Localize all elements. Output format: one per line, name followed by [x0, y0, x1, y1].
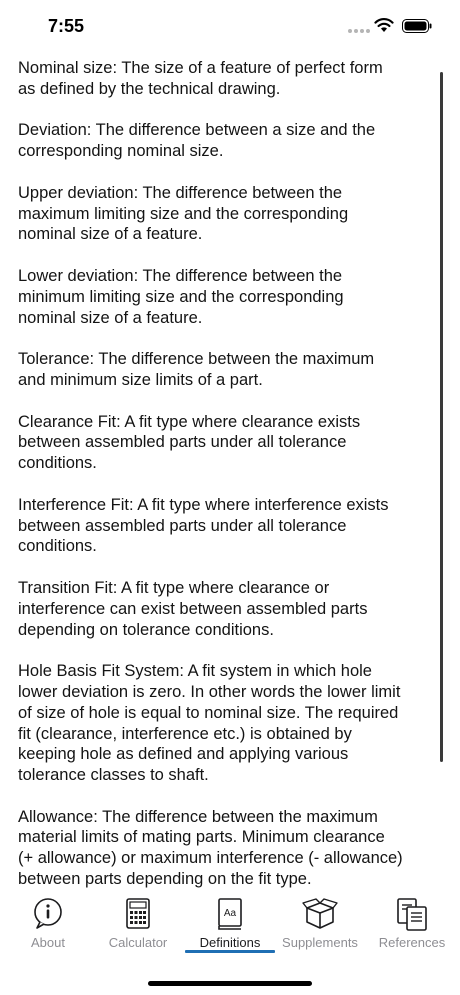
- tab-calculator[interactable]: [92, 890, 184, 954]
- documents-icon: [394, 896, 430, 932]
- box-icon: [302, 896, 338, 932]
- tab-supplements[interactable]: [274, 890, 366, 954]
- definition-deviation: Deviation: The difference between a size and the corresponding nominal size.: [18, 121, 376, 161]
- scroll-indicator[interactable]: [440, 72, 443, 762]
- definition-allowance: Allowance: The difference between the maximum material limits of mating parts. Minimum clearance (+ allowance) or maximum interference (- allowance) between parts depending on the fit type.: [18, 807, 403, 888]
- info-icon: [30, 896, 66, 932]
- battery-icon: [402, 19, 432, 33]
- tab-definitions[interactable]: [184, 890, 276, 954]
- tab-references-label: References: [378, 935, 446, 950]
- svg-text:Aa: Aa: [223, 908, 237, 919]
- tab-about-label: About: [31, 935, 65, 950]
- dictionary-icon: [212, 896, 248, 932]
- tab-calculator-label: Calculator: [108, 935, 168, 950]
- wifi-icon: [374, 17, 394, 33]
- definition-upper-deviation: Upper deviation: The difference between the maximum limiting size and the corresponding nominal size of a feature.: [18, 183, 349, 244]
- home-indicator[interactable]: [148, 981, 312, 986]
- tab-about[interactable]: [2, 890, 94, 954]
- status-time: 7:55: [48, 16, 85, 36]
- definition-clearance-fit: Clearance Fit: A fit type where clearance exists between assembled parts under all tolerance conditions.: [18, 412, 361, 473]
- cellular-signal-icon: [348, 29, 370, 34]
- tab-references[interactable]: [366, 890, 458, 954]
- definition-interference-fit: Interference Fit: A fit type where interference exists between assembled parts under all tolerance conditions.: [18, 495, 389, 556]
- active-tab-indicator: [185, 950, 275, 953]
- definition-transition-fit: Transition Fit: A fit type where clearance or interference can exist between assembled parts depending on tolerance conditions.: [18, 578, 368, 639]
- definitions-list[interactable]: [18, 58, 448, 888]
- definition-hole-basis-fit-system: Hole Basis Fit System: A fit system in which hole lower deviation is zero. In other words the lower limit of size of hole is equal to nominal size. The required fit (clearance, interference etc.) is obtained by keeping hole as defined and applying various tolerance classes to shaft.: [18, 662, 401, 785]
- tab-definitions-label: Definitions: [199, 935, 261, 950]
- status-bar: [0, 0, 460, 54]
- definition-nominal-size: Nominal size: The size of a feature of perfect form as defined by the technical drawing.: [18, 59, 383, 98]
- tab-supplements-label: Supplements: [282, 935, 358, 950]
- definition-tolerance: Tolerance: The difference between the maximum and minimum size limits of a part.: [18, 350, 375, 389]
- definition-lower-deviation: Lower deviation: The difference between the minimum limiting size and the corresponding nominal size of a feature.: [18, 266, 344, 327]
- calculator-icon: [120, 896, 156, 932]
